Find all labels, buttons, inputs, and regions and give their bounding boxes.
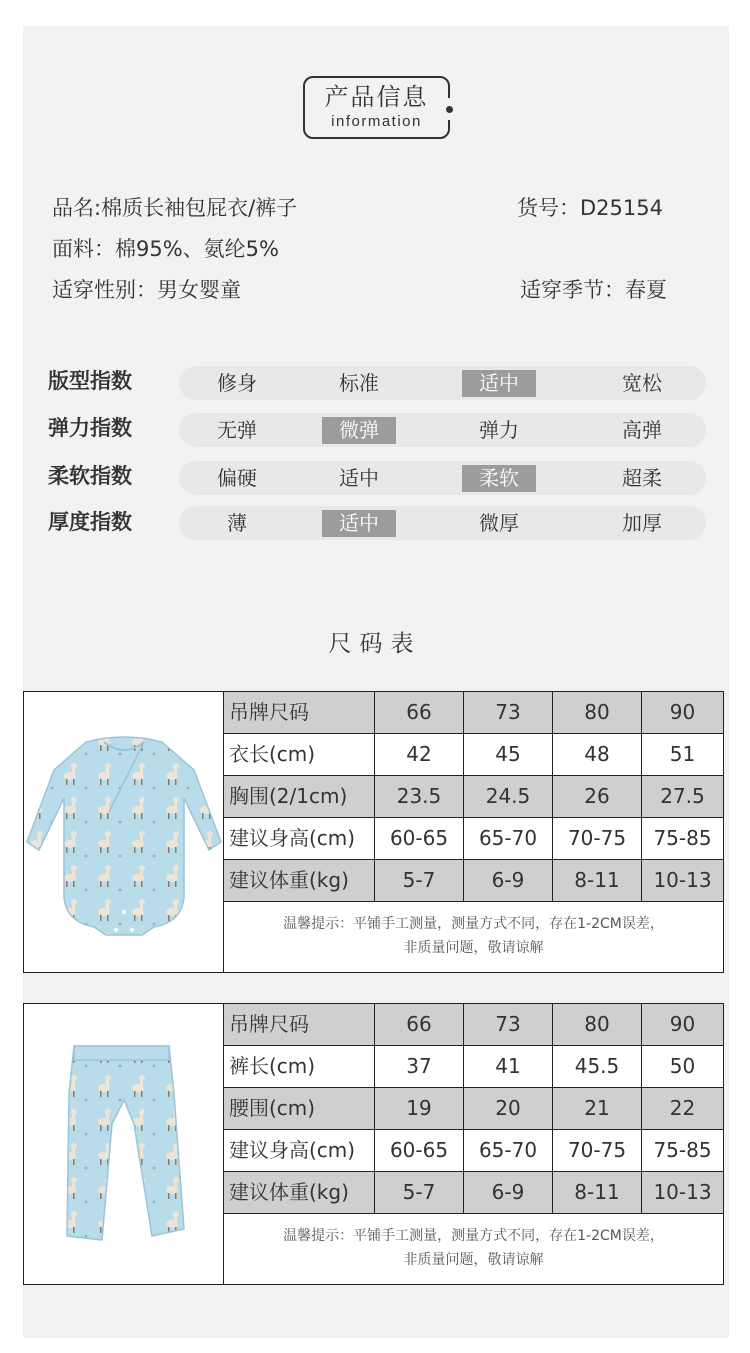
size-grid-pants <box>224 1004 723 1282</box>
index-option: 偏硬 <box>217 466 257 490</box>
table-cell: 65-70 <box>464 1130 553 1171</box>
table-row <box>224 1172 723 1214</box>
row-label: 建议身高(cm) <box>224 1130 375 1171</box>
pants-image <box>24 1004 224 1284</box>
table-cell: 37 <box>375 1046 464 1087</box>
table-cell: 6-9 <box>464 860 553 901</box>
table-cell: 21 <box>553 1088 642 1129</box>
table-row <box>224 1004 723 1046</box>
table-row <box>224 1130 723 1172</box>
table-cell: 45.5 <box>553 1046 642 1087</box>
product-sku: 货号：D25154 <box>517 196 663 220</box>
size-table-pants <box>23 1003 724 1285</box>
table-cell: 75-85 <box>653 826 712 850</box>
index-option: 加厚 <box>622 511 662 535</box>
index-option: 超柔 <box>622 466 662 490</box>
table-cell: 6-9 <box>464 1172 553 1213</box>
table-cell: 90 <box>669 700 696 724</box>
table-cell: 73 <box>464 692 553 733</box>
row-label: 建议体重(kg) <box>224 1172 375 1213</box>
row-label: 吊牌尺码 <box>224 1004 375 1045</box>
index-option: 适中 <box>339 466 379 490</box>
note-line: 温馨提示：平铺手工测量，测量方式不同，存在1-2CM误差， <box>283 1228 664 1244</box>
index-bar <box>179 366 706 400</box>
table-cell: 50 <box>669 1054 696 1078</box>
index-option-selected: 微弹 <box>322 417 396 444</box>
index-option: 宽松 <box>622 371 662 395</box>
table-cell: 22 <box>669 1096 696 1120</box>
table-row <box>224 860 723 902</box>
index-option: 弹力 <box>479 418 519 442</box>
index-label: 版型指数 <box>48 369 132 393</box>
table-cell: 27.5 <box>660 784 705 808</box>
index-label: 厚度指数 <box>48 510 132 534</box>
table-cell: 65-70 <box>464 818 553 859</box>
row-label: 建议体重(kg) <box>224 860 375 901</box>
index-option: 标准 <box>339 371 379 395</box>
index-option-selected: 适中 <box>462 370 536 397</box>
index-label: 柔软指数 <box>48 464 132 488</box>
index-option-selected: 柔软 <box>462 465 536 492</box>
table-row <box>224 734 723 776</box>
table-cell: 5-7 <box>375 860 464 901</box>
badge-title-en: information <box>331 113 422 130</box>
table-cell: 26 <box>553 776 642 817</box>
row-label: 胸围(2/1cm) <box>224 776 375 817</box>
table-row <box>224 692 723 734</box>
size-chart-title: 尺码表 <box>328 631 422 657</box>
table-cell: 20 <box>464 1088 553 1129</box>
index-option: 无弹 <box>217 418 257 442</box>
index-option: 修身 <box>217 371 257 395</box>
table-cell: 60-65 <box>375 818 464 859</box>
badge-title-cn: 产品信息 <box>324 83 429 111</box>
product-name: 品名:棉质长袖包屁衣/裤子 <box>52 196 298 220</box>
product-season: 适穿季节：春夏 <box>520 278 667 302</box>
table-cell: 48 <box>553 734 642 775</box>
product-fabric: 面料：棉95%、氨纶5% <box>52 237 279 261</box>
row-label: 腰围(cm) <box>224 1088 375 1129</box>
index-bar <box>179 461 706 495</box>
table-cell: 73 <box>464 1004 553 1045</box>
table-cell: 5-7 <box>375 1172 464 1213</box>
table-cell: 70-75 <box>553 818 642 859</box>
badge-dot-icon <box>446 106 453 113</box>
table-cell: 10-13 <box>653 1180 712 1204</box>
table-cell: 10-13 <box>653 868 712 892</box>
section-badge-product-info <box>303 76 450 139</box>
row-label: 裤长(cm) <box>224 1046 375 1087</box>
index-bar <box>179 506 706 540</box>
table-row <box>224 818 723 860</box>
size-table-bodysuit <box>23 691 724 973</box>
table-cell: 75-85 <box>653 1138 712 1162</box>
index-bar <box>179 413 706 447</box>
table-row <box>224 1088 723 1130</box>
note-line: 非质量问题，敬请谅解 <box>403 1252 544 1268</box>
table-cell: 90 <box>669 1012 696 1036</box>
measurement-note <box>224 1214 723 1282</box>
table-cell: 23.5 <box>375 776 464 817</box>
index-option: 薄 <box>227 511 247 535</box>
index-option-selected: 适中 <box>322 510 396 537</box>
table-cell: 66 <box>375 692 464 733</box>
index-label: 弹力指数 <box>48 416 132 440</box>
table-cell: 66 <box>375 1004 464 1045</box>
note-line: 非质量问题，敬请谅解 <box>403 940 544 956</box>
table-cell: 80 <box>553 692 642 733</box>
table-cell: 60-65 <box>375 1130 464 1171</box>
bodysuit-image <box>24 692 224 972</box>
table-row <box>224 1046 723 1088</box>
row-label: 建议身高(cm) <box>224 818 375 859</box>
table-cell: 8-11 <box>553 860 642 901</box>
row-label: 吊牌尺码 <box>224 692 375 733</box>
index-option: 微厚 <box>479 511 519 535</box>
table-cell: 24.5 <box>464 776 553 817</box>
table-row <box>224 776 723 818</box>
product-gender: 适穿性别：男女婴童 <box>52 278 241 302</box>
table-cell: 70-75 <box>553 1130 642 1171</box>
table-cell: 41 <box>464 1046 553 1087</box>
row-label: 衣长(cm) <box>224 734 375 775</box>
index-option: 高弹 <box>622 418 662 442</box>
table-cell: 19 <box>375 1088 464 1129</box>
note-line: 温馨提示：平铺手工测量，测量方式不同，存在1-2CM误差， <box>283 916 664 932</box>
table-cell: 80 <box>553 1004 642 1045</box>
table-cell: 51 <box>669 742 696 766</box>
table-cell: 42 <box>375 734 464 775</box>
table-cell: 45 <box>464 734 553 775</box>
size-grid-bodysuit <box>224 692 723 970</box>
measurement-note <box>224 902 723 970</box>
table-cell: 8-11 <box>553 1172 642 1213</box>
